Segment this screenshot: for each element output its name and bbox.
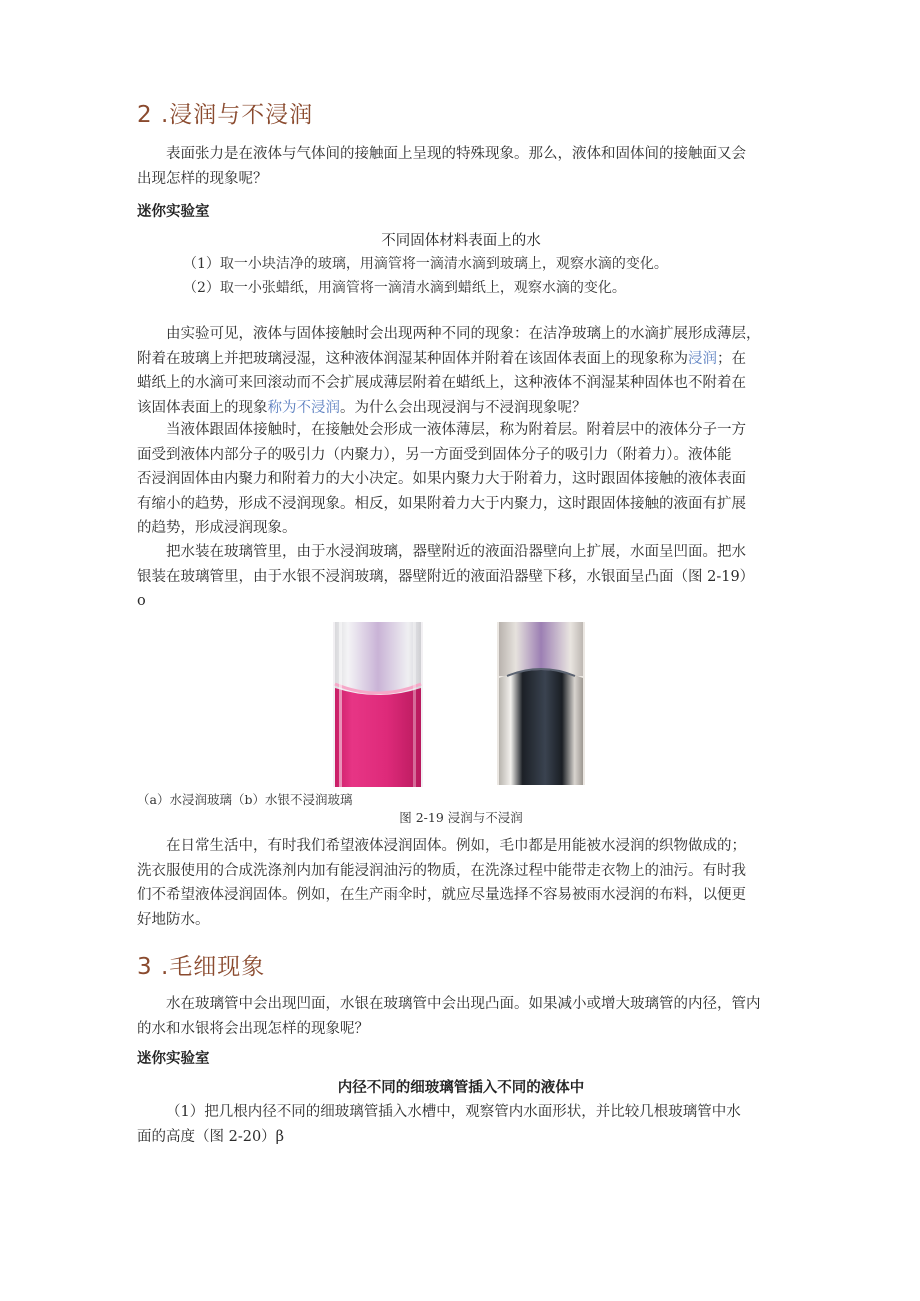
- text-line: 否浸润固体由内聚力和附着力的大小决定。如果内聚力大于附着力，这时跟固体接触的液体表面: [137, 471, 746, 487]
- text-line: o: [137, 593, 146, 609]
- text-span: 附着在玻璃上并把玻璃浸湿，这种液体润湿某种固体并附着在该固体表面上的现象称为: [137, 350, 688, 367]
- text-line: 银装在玻璃管里，由于水银不浸润玻璃，器壁附近的液面沿器壁下移，水银面呈凸面（图 2-19）: [137, 568, 755, 585]
- text-line: 面的高度（图 2-20）β: [137, 1128, 285, 1145]
- text-line: 的水和水银将会出现怎样的现象呢？: [137, 1020, 369, 1037]
- text-line: 当液体跟固体接触时，在接触处会形成一液体薄层，称为附着层。附着层中的液体分子一方: [166, 422, 746, 438]
- section2-intro: [137, 142, 785, 191]
- text-line: 的趋势，形成浸润现象。: [137, 520, 297, 536]
- section-title-2: 2 .浸润与不浸润: [137, 102, 314, 128]
- text-line: 由实验可见，液体与固体接触时会出现两种不同的现象：在洁净玻璃上的水滴扩展形成薄层，: [166, 326, 761, 342]
- section-title-3: 3 .毛细现象: [137, 954, 266, 980]
- text-line: 蜡纸上的水滴可来回滚动而不会扩展成薄层附着在蜡纸上，这种液体不润湿某种固体也不附着在: [137, 375, 746, 391]
- figure-caption: 图 2-19 浸润与不浸润: [399, 810, 523, 825]
- text-span: ；在: [717, 350, 746, 367]
- text-span: 该固体表面上的现象: [137, 399, 268, 416]
- text-line: 把水装在玻璃管里，由于水浸润玻璃，器壁附近的液面沿器壁向上扩展，水面呈凹面。把水: [166, 544, 746, 560]
- mercury-tube-image: [497, 622, 585, 785]
- term-nonwetting: 称为不浸润: [267, 399, 340, 416]
- text-line: 们不希望液体浸润固体。例如，在生产雨伞时，就应尽量选择不容易被雨水浸润的布料，以便更: [137, 887, 746, 903]
- text-line: 洗衣服使用的合成洗涤剂内加有能浸润油污的物质，在洗涤过程中能带走衣物上的油污。有时我: [137, 862, 746, 879]
- term-wetting: 浸润: [688, 350, 717, 367]
- experiment-step: （2）取一小张蜡纸，用滴管将一滴清水滴到蜡纸上，观察水滴的变化。: [183, 280, 626, 296]
- text-line: 有缩小的趋势，形成不浸润现象。相反，如果附着力大于内聚力，这时跟固体接触的液面有扩展: [137, 495, 746, 512]
- water-tube-image: [333, 622, 423, 787]
- text-line: 好地防水。: [137, 911, 210, 928]
- text-line: [137, 396, 785, 421]
- text-line: 在日常生活中，有时我们希望液体浸润固体。例如，毛巾都是用能被水浸润的织物做成的；: [166, 838, 746, 854]
- experiment-step: （1）取一小块洁净的玻璃，用滴管将一滴清水滴到玻璃上，观察水滴的变化。: [183, 256, 668, 272]
- section3-intro: [137, 992, 785, 1041]
- text-line: [137, 347, 785, 372]
- lab-label: 迷你实验室: [137, 1051, 210, 1067]
- text-line: 表面张力是在液体与气体间的接触面上呈现的特殊现象。那么，液体和固体间的接触面又会: [166, 146, 746, 162]
- paragraph-daily-life: [137, 834, 785, 932]
- text-line: 出现怎样的现象呢？: [137, 170, 268, 187]
- text-line: （1）把几根内径不同的细玻璃管插入水槽中，观察管内水面形状，并比较几根玻璃管中水: [166, 1104, 741, 1120]
- experiment-title: 内径不同的细玻璃管插入不同的液体中: [337, 1080, 585, 1096]
- text-line: 面受到液体内部分子的吸引力（内聚力），另一方面受到固体分子的吸引力（附着力）。液体能: [137, 446, 732, 463]
- lab-label: 迷你实验室: [137, 204, 210, 220]
- text-line: 水在玻璃管中会出现凹面，水银在玻璃管中会出现凸面。如果减小或增大玻璃管的内径，管内: [166, 996, 761, 1012]
- experiment-title: 不同固体材料表面上的水: [381, 233, 541, 249]
- paragraph-tubes: [137, 540, 785, 614]
- figure-subcaption: （a）水浸润玻璃（b）水银不浸润玻璃: [137, 792, 353, 807]
- paragraph-conclusion: [137, 322, 785, 420]
- text-span: 。为什么会出现浸润与不浸润现象呢？: [340, 399, 587, 416]
- paragraph-adhesion: [137, 418, 785, 541]
- section3-step: [137, 1100, 785, 1149]
